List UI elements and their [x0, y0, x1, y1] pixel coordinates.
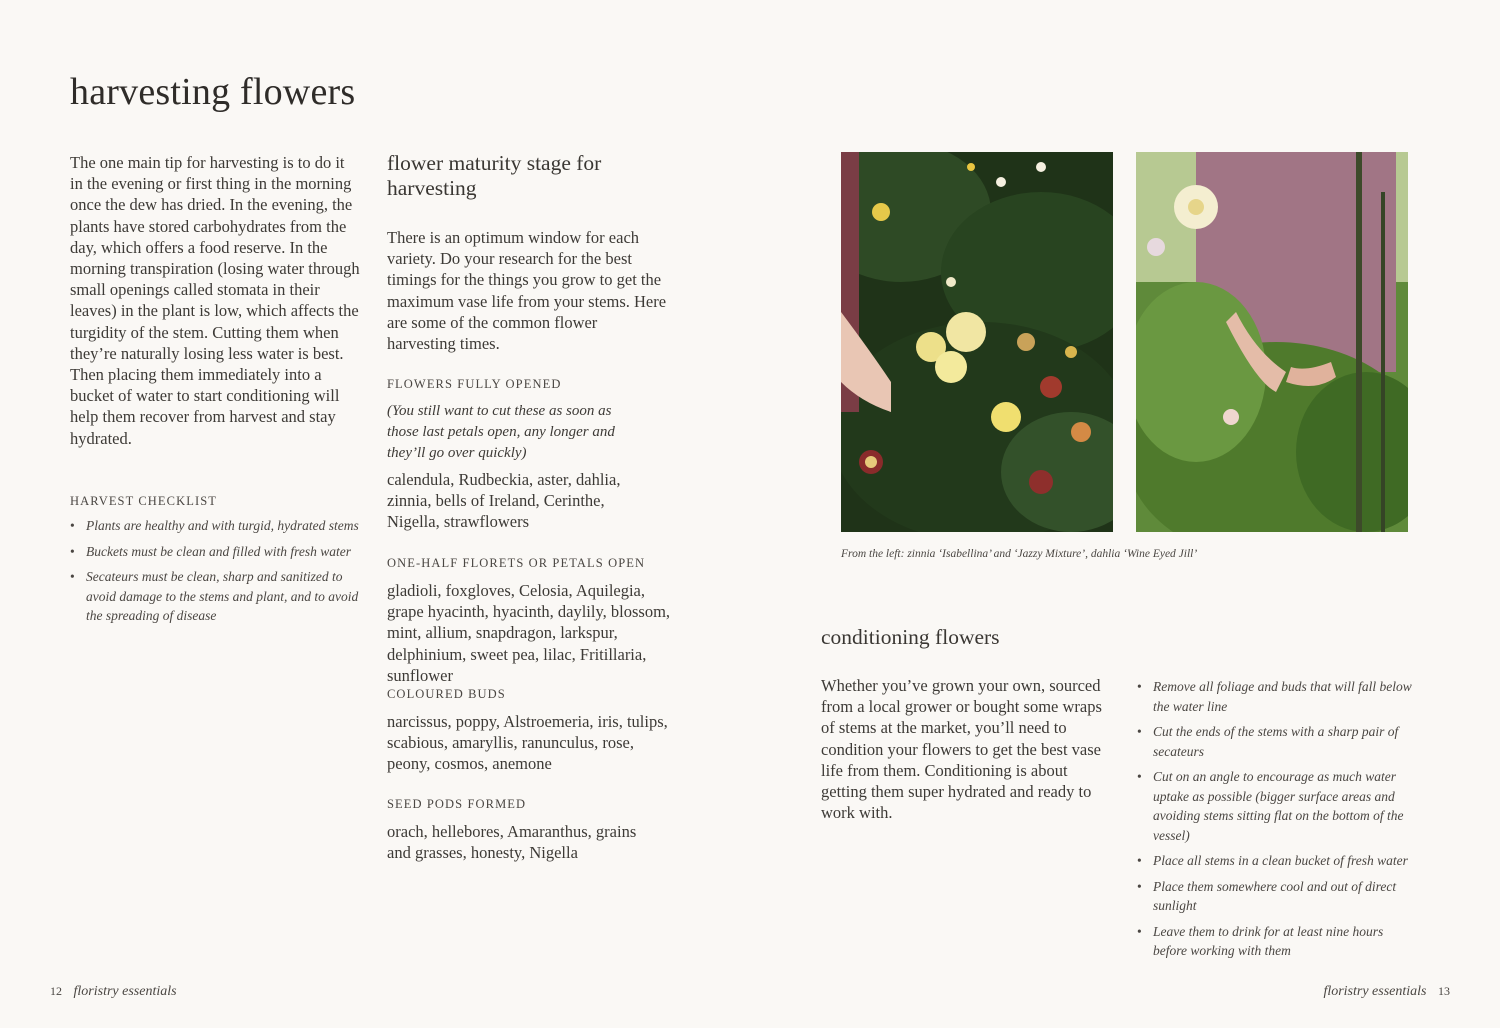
bullet-icon: •: [70, 518, 75, 533]
running-footer: floristry essentials: [1323, 984, 1427, 999]
harvest-checklist: [70, 516, 365, 632]
list-item: • Cut the ends of the stems with a sharp pair of secateurs: [1137, 724, 1399, 759]
bullet-icon: •: [70, 543, 75, 559]
conditioning-text: Whether you’ve grown your own, sourced from a local grower or bought some wraps of stems at the market, you’ll need to condition your flowers to get the best vase life from them. Conditioning is about getting them super hydrated and ready to work with.: [821, 676, 1102, 823]
stage-heading-fully-opened: FLOWERS FULLY OPENED: [387, 377, 562, 391]
bullet-icon: •: [1137, 679, 1142, 694]
checklist-item: • Secateurs must be clean, sharp and sanitized to avoid damage to the stems and plant, and to avoid the spreading of disease: [70, 569, 359, 623]
maturity-intro-text: There is an optimum window for each variety. Do your research for the best timings for the things you grow to get the maximum vase life from your stems. Here are some of the common flower harvesting times.: [387, 228, 667, 354]
conditioning-steps: [1137, 677, 1417, 967]
checklist-item: • Buckets must be clean and filled with fresh water: [70, 542, 365, 562]
stage-flowers-fully-opened: calendula, Rudbeckia, aster, dahlia, zinnia, bells of Ireland, Cerinthe, Nigella, strawflowers: [387, 470, 621, 532]
harvest-intro-text: The one main tip for harvesting is to do it in the evening or first thing in the morning once the dew has dried. In the evening, the plants have stored carbohydrates from the day, which offers a food reserve. In the morning transpiration (losing water through small openings called stomata in their leaves) in the plant is low, which affects the turgidity of the stem. Cutting them when they’re naturally losing less water is best. Then placing them immediately into a bucket of water to start conditioning will help them recover from harvest and stay hydrated.: [70, 153, 360, 448]
list-item: • Place them somewhere cool and out of direct sunlight: [1137, 878, 1397, 913]
stage-flowers-coloured-buds: narcissus, poppy, Alstroemeria, iris, tulips, scabious, amaryllis, ranunculus, rose, peony, cosmos, anemone: [387, 712, 668, 774]
bullet-icon: •: [1137, 724, 1142, 739]
conditioning-heading: conditioning flowers: [821, 625, 1000, 649]
list-item: • Leave them to drink for at least nine hours before working with them: [1137, 923, 1384, 958]
photo-dahlia: [1136, 152, 1408, 532]
footer-left: [42, 984, 177, 1000]
page-number: 13: [1438, 984, 1450, 998]
maturity-heading: flower maturity stage for harvesting: [387, 151, 602, 200]
list-item: • Remove all foliage and buds that will fall below the water line: [1137, 679, 1412, 714]
checklist-item: • Plants are healthy and with turgid, hydrated stems: [70, 516, 365, 536]
stage-flowers-seed-pods: orach, hellebores, Amaranthus, grains and grasses, honesty, Nigella: [387, 822, 637, 863]
stage-note-fully-opened: (You still want to cut these as soon as those last petals open, any longer and they’ll go over quickly): [387, 403, 615, 462]
stage-flowers-half-open: gladioli, foxgloves, Celosia, Aquilegia, grape hyacinth, hyacinth, daylily, blossom, mint, allium, snapdragon, larkspur, delphinium, sweet pea, lilac, Fritillaria, sunflower: [387, 581, 671, 685]
photo-caption: From the left: zinnia ‘Isabellina’ and ‘Jazzy Mixture’, dahlia ‘Wine Eyed Jill’: [841, 548, 1198, 560]
bullet-icon: •: [1137, 878, 1142, 894]
stage-heading-half-open: ONE-HALF FLORETS OR PETALS OPEN: [387, 556, 646, 570]
checklist-heading: HARVEST CHECKLIST: [70, 494, 217, 508]
page-title: harvesting flowers: [70, 71, 356, 113]
photo-zinnias: [841, 152, 1113, 532]
bullet-icon: •: [1137, 923, 1142, 939]
stage-heading-coloured-buds: COLOURED BUDS: [387, 687, 506, 701]
bullet-icon: •: [1137, 853, 1142, 868]
stage-heading-seed-pods: SEED PODS FORMED: [387, 797, 527, 811]
bullet-icon: •: [70, 569, 75, 584]
list-item: • Place all stems in a clean bucket of fresh water: [1137, 851, 1417, 871]
page-number: 12: [50, 984, 62, 998]
footer-right: [1323, 984, 1458, 1000]
running-footer: floristry essentials: [73, 984, 177, 999]
list-item: • Cut on an angle to encourage as much water uptake as possible (bigger surface areas and avoiding stems sitting flat on the bottom of the vessel): [1137, 769, 1404, 843]
bullet-icon: •: [1137, 769, 1142, 784]
